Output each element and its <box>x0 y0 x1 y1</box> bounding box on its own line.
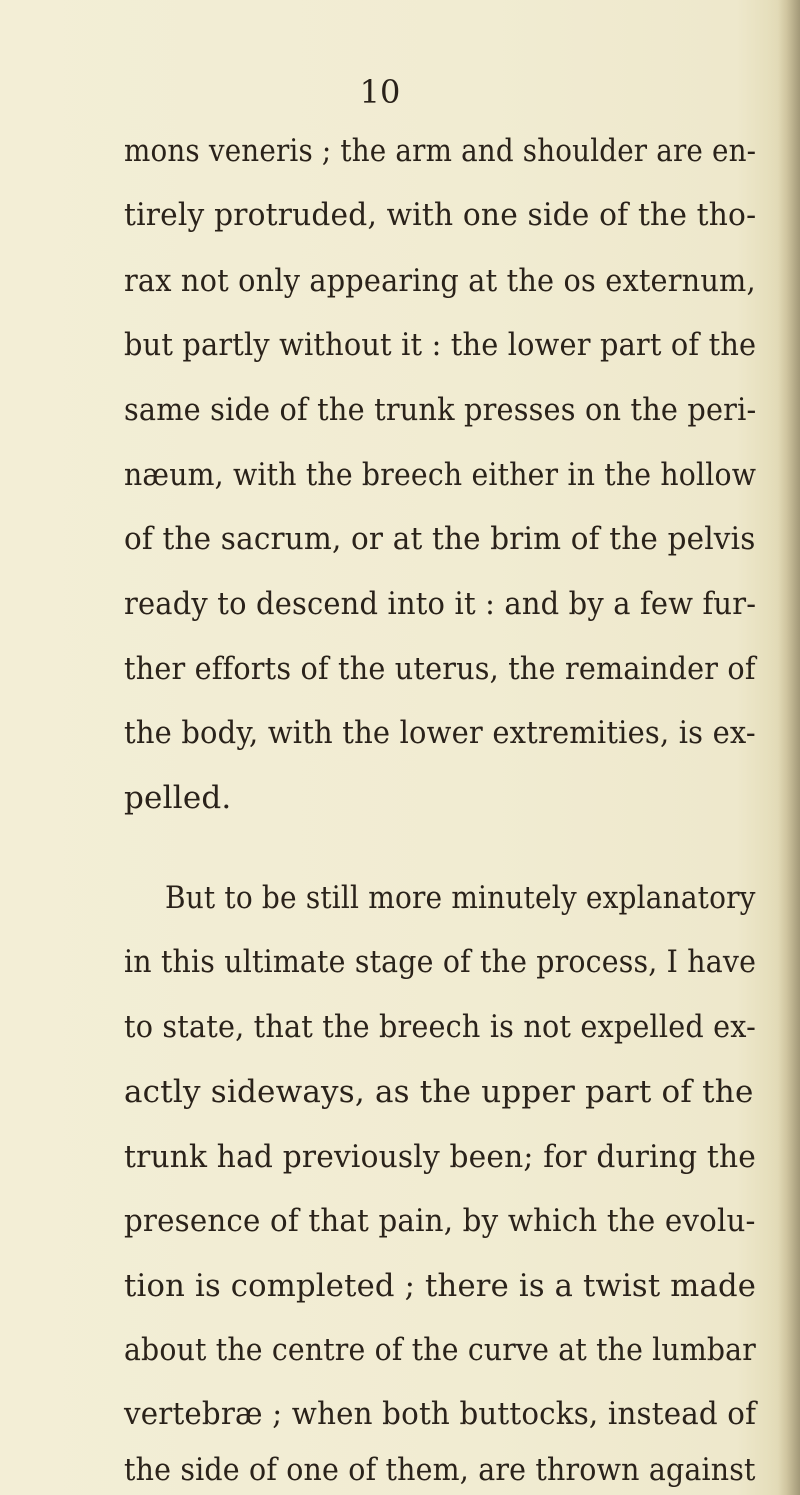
text-line: tirely protruded, with one side of the tho- <box>124 197 757 233</box>
text-line: about the centre of the curve at the lumbar <box>124 1332 756 1368</box>
text-line: actly sideways, as the upper part of the <box>124 1074 754 1110</box>
paragraph-first-line: But to be still more minutely explanatory <box>165 880 756 916</box>
text-line: same side of the trunk presses on the peri- <box>124 392 757 428</box>
text-line: tion is completed ; there is a twist made <box>124 1268 757 1304</box>
text-line: in this ultimate stage of the process, I have <box>124 944 757 980</box>
text-line: næum, with the breech either in the hollow <box>124 457 757 493</box>
text-line: vertebræ ; when both buttocks, instead of <box>124 1396 757 1432</box>
text-line: mons veneris ; the arm and shoulder are en- <box>124 133 757 169</box>
text-line: the body, with the lower extremities, is ex- <box>124 715 756 751</box>
text-line: trunk had previously been; for during the <box>124 1139 757 1175</box>
text-line: ther efforts of the uterus, the remainder of <box>124 651 756 687</box>
text-line: the side of one of them, are thrown against <box>124 1452 756 1488</box>
text-line: of the sacrum, or at the brim of the pelvis <box>124 521 756 557</box>
text-line: pelled. <box>124 780 232 816</box>
text-line: rax not only appearing at the os externum, <box>124 263 756 299</box>
page-edge-shadow <box>778 0 800 1495</box>
text-line: presence of that pain, by which the evolu- <box>124 1203 756 1239</box>
page-number: 10 <box>359 73 401 111</box>
text-line: ready to descend into it : and by a few fur- <box>124 586 757 622</box>
text-line: but partly without it : the lower part of the <box>124 327 757 363</box>
text-line: to state, that the breech is not expelled ex- <box>124 1009 757 1045</box>
